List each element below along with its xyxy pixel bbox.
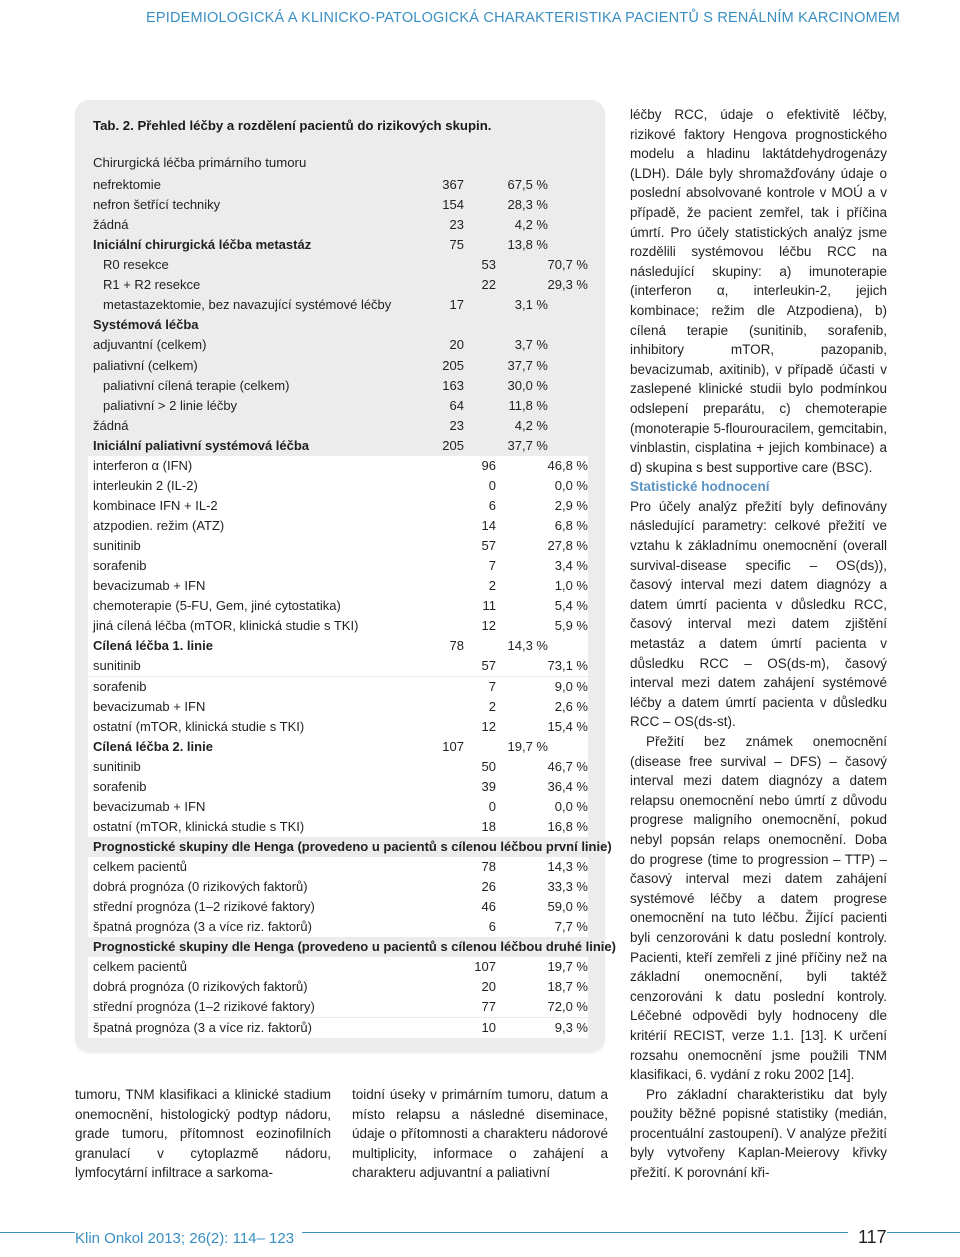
row-percent: 30,0 %: [507, 377, 548, 393]
row-percent: 29,3 %: [547, 277, 588, 293]
table-row: [88, 837, 612, 857]
row-label: ostatní (mTOR, klinická studie s TKI): [93, 818, 305, 834]
page-number: 117: [848, 1227, 887, 1248]
table-row: [88, 496, 588, 516]
row-percent: 28,3 %: [507, 197, 548, 213]
table-row: [88, 937, 616, 957]
row-percent: 0,0 %: [554, 477, 588, 493]
row-label: sunitinib: [93, 658, 141, 674]
row-percent: 33,3 %: [547, 879, 588, 895]
row-percent: 46,8 %: [547, 457, 588, 473]
row-percent: 19,7 %: [507, 738, 548, 754]
row-label: adjuvantní (celkem): [93, 337, 207, 353]
middle-column-text: [352, 1085, 608, 1183]
row-percent: 73,1 %: [547, 658, 588, 674]
footer-journal: Klin Onkol 2013; 26(2): 114– 123: [75, 1230, 302, 1247]
table-row: [88, 1018, 588, 1038]
row-label: špatná prognóza (3 a více riz. faktorů): [93, 1019, 312, 1035]
row-label: Cílená léčba 1. linie: [93, 638, 213, 654]
row-count: 12: [481, 618, 496, 634]
row-label: nefron šetřící techniky: [93, 197, 221, 213]
table-row: [88, 636, 588, 656]
row-count: 107: [442, 738, 464, 754]
table-row: [88, 556, 588, 576]
row-count: 78: [481, 859, 496, 875]
row-label: interleukin 2 (IL-2): [93, 477, 198, 493]
row-label: střední prognóza (1–2 rizikové faktory): [93, 999, 315, 1015]
row-count: 107: [474, 959, 496, 975]
row-percent: 27,8 %: [547, 538, 588, 554]
row-label: interferon α (IFN): [93, 457, 193, 473]
table-row: [88, 677, 588, 697]
row-label: paliativní cílená terapie (celkem): [103, 377, 290, 393]
row-label: metastazektomie, bez navazující systémové léčby: [103, 297, 392, 313]
row-percent: 37,7 %: [507, 357, 548, 373]
row-percent: 1,0 %: [554, 578, 588, 594]
table-row: [88, 877, 588, 897]
row-count: 23: [449, 417, 464, 433]
row-label: R0 resekce: [103, 257, 169, 273]
row-percent: 67,5 %: [507, 177, 548, 192]
row-percent: 16,8 %: [547, 818, 588, 834]
table-row: [88, 596, 588, 616]
left-column-text: [75, 1085, 331, 1183]
row-percent: 15,4 %: [547, 718, 588, 734]
row-count: 11: [482, 598, 496, 614]
row-label: žádná: [93, 417, 129, 433]
row-label: sorafenib: [93, 778, 147, 794]
table-row: [88, 797, 588, 817]
row-percent: 4,2 %: [514, 217, 548, 233]
row-count: 20: [449, 337, 464, 353]
row-count: 53: [481, 257, 496, 273]
row-count: 18: [481, 818, 496, 834]
table-row: [88, 977, 588, 997]
row-label: jiná cílená léčba (mTOR, klinická studie s TKI): [93, 618, 359, 634]
row-count: 96: [481, 457, 496, 473]
row-count: 205: [442, 357, 464, 373]
row-count: 2: [488, 698, 496, 714]
table-row: [88, 616, 588, 636]
row-label: celkem pacientů: [93, 959, 187, 975]
row-count: 6: [488, 497, 496, 513]
right-paragraph-1: léčby RCC, údaje o efektivitě léčby, rizikové faktory Hengova prognostického modelu a hladinu laktátdehydrogenázy (LDH). Dále byly shromažďovány údaje o poslední absolvované kontrole v MOÚ a v případě, že pacient zemřel, tak i příčina úmrtí. Pro účely statistických analýz jsme rozdělili systémovou léčbu RCC na následující skupiny: a) imunoterapie (interferon α, interleukin-2, jejich kombinace; režim dle Atzpodiena), b) cílená terapie (sunitinib, sorafenib, inhibitory mTOR, pazopanib, bevacizumab, axitinib), v případě účasti v zaslepené klinické studii bylo podmínkou odslepení preparátu, c) chemoterapie (monoterapie 5-flourouracilem, gemcitabin, vinblastin, cisplatina + jejich kombinace) a d) skupina s best supportive care (BSC).: [630, 107, 887, 475]
table-row: [88, 857, 588, 877]
row-label: chemoterapie (5-FU, Gem, jiné cytostatika): [93, 598, 341, 614]
row-count: 7: [488, 558, 496, 574]
row-label: bevacizumab + IFN: [93, 798, 206, 814]
table-row: [88, 957, 588, 977]
row-label: Systémová léčba: [93, 317, 199, 333]
row-percent: 3,1 %: [514, 297, 548, 313]
left-paragraph: tumoru, TNM klasifikaci a klinické stadium onemocnění, histologický podtyp nádoru, grade tumoru, přítomnost eozinofilních granulací v cytoplazmě nádoru, lymfocytární infiltrace a sarkoma-: [75, 1087, 331, 1181]
right-paragraph-3: Přežití bez známek onemocnění (disease free survival – DFS) – časový interval mezi datem diagnózy a datem relapsu onemocnění nebo úmrtí z důvodu progrese maligního onemocnění, pokud nebyl popsán relaps onemocnění. Doba do progrese (time to progression – TTP) – časový interval mezi datem zahájení systémové léčby a datem progrese onemocnění na tuto léčbu. Žijící pacienti byli cenzorováni k datu poslední kontroly. Pacienti, kteří zemřeli z jiné příčiny než na základní onemocnění, byli taktéž cenzorováni k datu poslední kontroly. Léčebné odpovědi byly hodnoceny dle kritérií RECIST, verze 1.1. [13]. K určení rozsahu onemocnění jsme použili TNM klasifikaci, 6. vydání z roku 2002 [14].: [630, 734, 887, 1083]
row-label: sorafenib: [93, 558, 147, 574]
table-row: [88, 997, 588, 1017]
row-count: 10: [481, 1019, 496, 1035]
row-count: 23: [449, 217, 464, 233]
row-label: celkem pacientů: [93, 859, 187, 875]
table-row: [88, 757, 588, 777]
table-row: [88, 777, 588, 797]
row-percent: 59,0 %: [547, 899, 588, 915]
row-label: ostatní (mTOR, klinická studie s TKI): [93, 718, 305, 734]
table-row: [88, 656, 588, 676]
row-count: 17: [449, 297, 464, 313]
row-count: 12: [481, 718, 496, 734]
row-count: 7: [488, 678, 496, 694]
table-row: [88, 576, 588, 596]
row-count: 57: [481, 538, 496, 554]
row-percent: 72,0 %: [547, 999, 588, 1015]
table-row: [88, 536, 588, 556]
row-label: R1 + R2 resekce: [103, 277, 201, 293]
row-percent: 3,7 %: [514, 337, 548, 353]
row-count: 57: [481, 658, 496, 674]
row-count: 205: [442, 437, 464, 453]
row-label: dobrá prognóza (0 rizikových faktorů): [93, 979, 308, 995]
table-row: [88, 516, 588, 536]
row-label: paliativní > 2 linie léčby: [103, 397, 238, 413]
row-label: dobrá prognóza (0 rizikových faktorů): [93, 879, 308, 895]
row-count: 75: [449, 237, 464, 253]
table-row: [88, 917, 588, 937]
row-label: Iniciální chirurgická léčba metastáz: [93, 237, 312, 253]
row-label: kombinace IFN + IL-2: [93, 497, 218, 513]
table-row: [88, 737, 588, 757]
row-count: 22: [481, 277, 496, 293]
middle-paragraph: toidní úseky v primárním tumoru, datum a místo relapsu a následné diseminace, údaje o přítomnosti a charakteru nádorové multiplicity, informace o zahájení a charakteru adjuvantní a paliativní: [352, 1087, 608, 1181]
row-percent: 36,4 %: [547, 778, 588, 794]
table-header: Chirurgická léčba primárního tumoru: [93, 155, 307, 170]
row-count: 14: [481, 518, 496, 534]
right-column-text: [630, 105, 887, 1183]
row-label: sorafenib: [93, 678, 147, 694]
table-row: [88, 817, 588, 837]
row-percent: 0,0 %: [554, 798, 588, 814]
row-count: 77: [481, 999, 496, 1015]
row-count: 20: [481, 979, 496, 995]
table-row: [88, 897, 588, 917]
row-label: atzpodien. režim (ATZ): [93, 518, 225, 534]
right-paragraph-4: Pro základní charakteristiku dat byly použity běžné popisné statistiky (medián, procentuální zastoupení). V analýze přežití byly vytvořeny Kaplan-Meierovy křivky přežití. K porovnání kři-: [630, 1086, 887, 1181]
row-count: 26: [481, 879, 496, 895]
row-percent: 14,3 %: [507, 638, 548, 654]
row-label: Iniciální paliativní systémová léčba: [93, 437, 310, 453]
row-percent: 70,7 %: [547, 257, 588, 273]
row-count: 154: [442, 197, 464, 213]
table-row: [88, 697, 588, 717]
row-percent: 19,7 %: [547, 959, 588, 975]
row-label: sunitinib: [93, 538, 141, 554]
row-count: 78: [449, 638, 464, 654]
row-count: 0: [488, 798, 496, 814]
table-row: [88, 456, 588, 476]
row-count: 367: [442, 177, 464, 192]
row-count: 50: [481, 758, 496, 774]
row-label: Prognostické skupiny dle Henga (provedeno u pacientů s cílenou léčbou druhé linie): [93, 939, 616, 955]
row-percent: 2,6 %: [554, 698, 588, 714]
row-percent: 4,2 %: [514, 417, 548, 433]
row-count: 46: [481, 899, 496, 915]
row-label: nefrektomie: [93, 177, 161, 192]
table-row: [88, 717, 588, 737]
row-label: bevacizumab + IFN: [93, 578, 206, 594]
row-label: Prognostické skupiny dle Henga (provedeno u pacientů s cílenou léčbou první linie): [93, 838, 612, 854]
table-caption: Tab. 2. Přehled léčby a rozdělení pacientů do rizikových skupin.: [93, 118, 492, 133]
row-percent: 46,7 %: [547, 758, 588, 774]
row-percent: 11,8 %: [508, 397, 548, 413]
section-title: Statistické hodnocení: [630, 479, 770, 495]
row-percent: 14,3 %: [547, 859, 588, 875]
row-percent: 9,0 %: [554, 678, 588, 694]
row-label: bevacizumab + IFN: [93, 698, 206, 714]
row-percent: 5,4 %: [554, 598, 588, 614]
row-percent: 6,8 %: [554, 518, 588, 534]
row-count: 163: [442, 377, 464, 393]
row-count: 2: [488, 578, 496, 594]
row-label: Cílená léčba 2. linie: [93, 738, 213, 754]
row-percent: 7,7 %: [554, 919, 588, 935]
row-label: paliativní (celkem): [93, 357, 198, 373]
row-label: špatná prognóza (3 a více riz. faktorů): [93, 919, 312, 935]
row-percent: 18,7 %: [547, 979, 588, 995]
table-row: [88, 476, 588, 496]
running-head: EPIDEMIOLOGICKÁ A KLINICKO-PATOLOGICKÁ CHARAKTERISTIKA PACIENTŮ S RENÁLNÍM KARCINOMEM: [146, 10, 900, 26]
row-percent: 13,8 %: [507, 237, 548, 253]
row-count: 6: [488, 919, 496, 935]
row-count: 64: [449, 397, 464, 413]
row-percent: 9,3 %: [554, 1019, 588, 1035]
row-count: 39: [481, 778, 496, 794]
row-label: sunitinib: [93, 758, 141, 774]
row-percent: 3,4 %: [554, 558, 588, 574]
row-percent: 2,9 %: [554, 497, 588, 513]
row-label: střední prognóza (1–2 rizikové faktory): [93, 899, 315, 915]
row-count: 0: [488, 477, 496, 493]
row-percent: 37,7 %: [507, 437, 548, 453]
row-label: žádná: [93, 217, 129, 233]
right-paragraph-2: Pro účely analýz přežití byly definovány následující parametry: celkové přežití ve vztahu k základnímu onemocnění (overall survival-disease specific – OS(ds)), časový interval mezi datem diagnózy a datem úmrtí pacienta v důsledku RCC, časový interval mezi datem zjištění metastáz a datem úmrtí pacienta v důsledku RCC – OS(ds-m), časový interval mezi datem zahájení systémové léčby a datem úmrtí pacienta v důsledku RCC – OS(ds-st).: [630, 498, 887, 730]
row-percent: 5,9 %: [554, 618, 588, 634]
